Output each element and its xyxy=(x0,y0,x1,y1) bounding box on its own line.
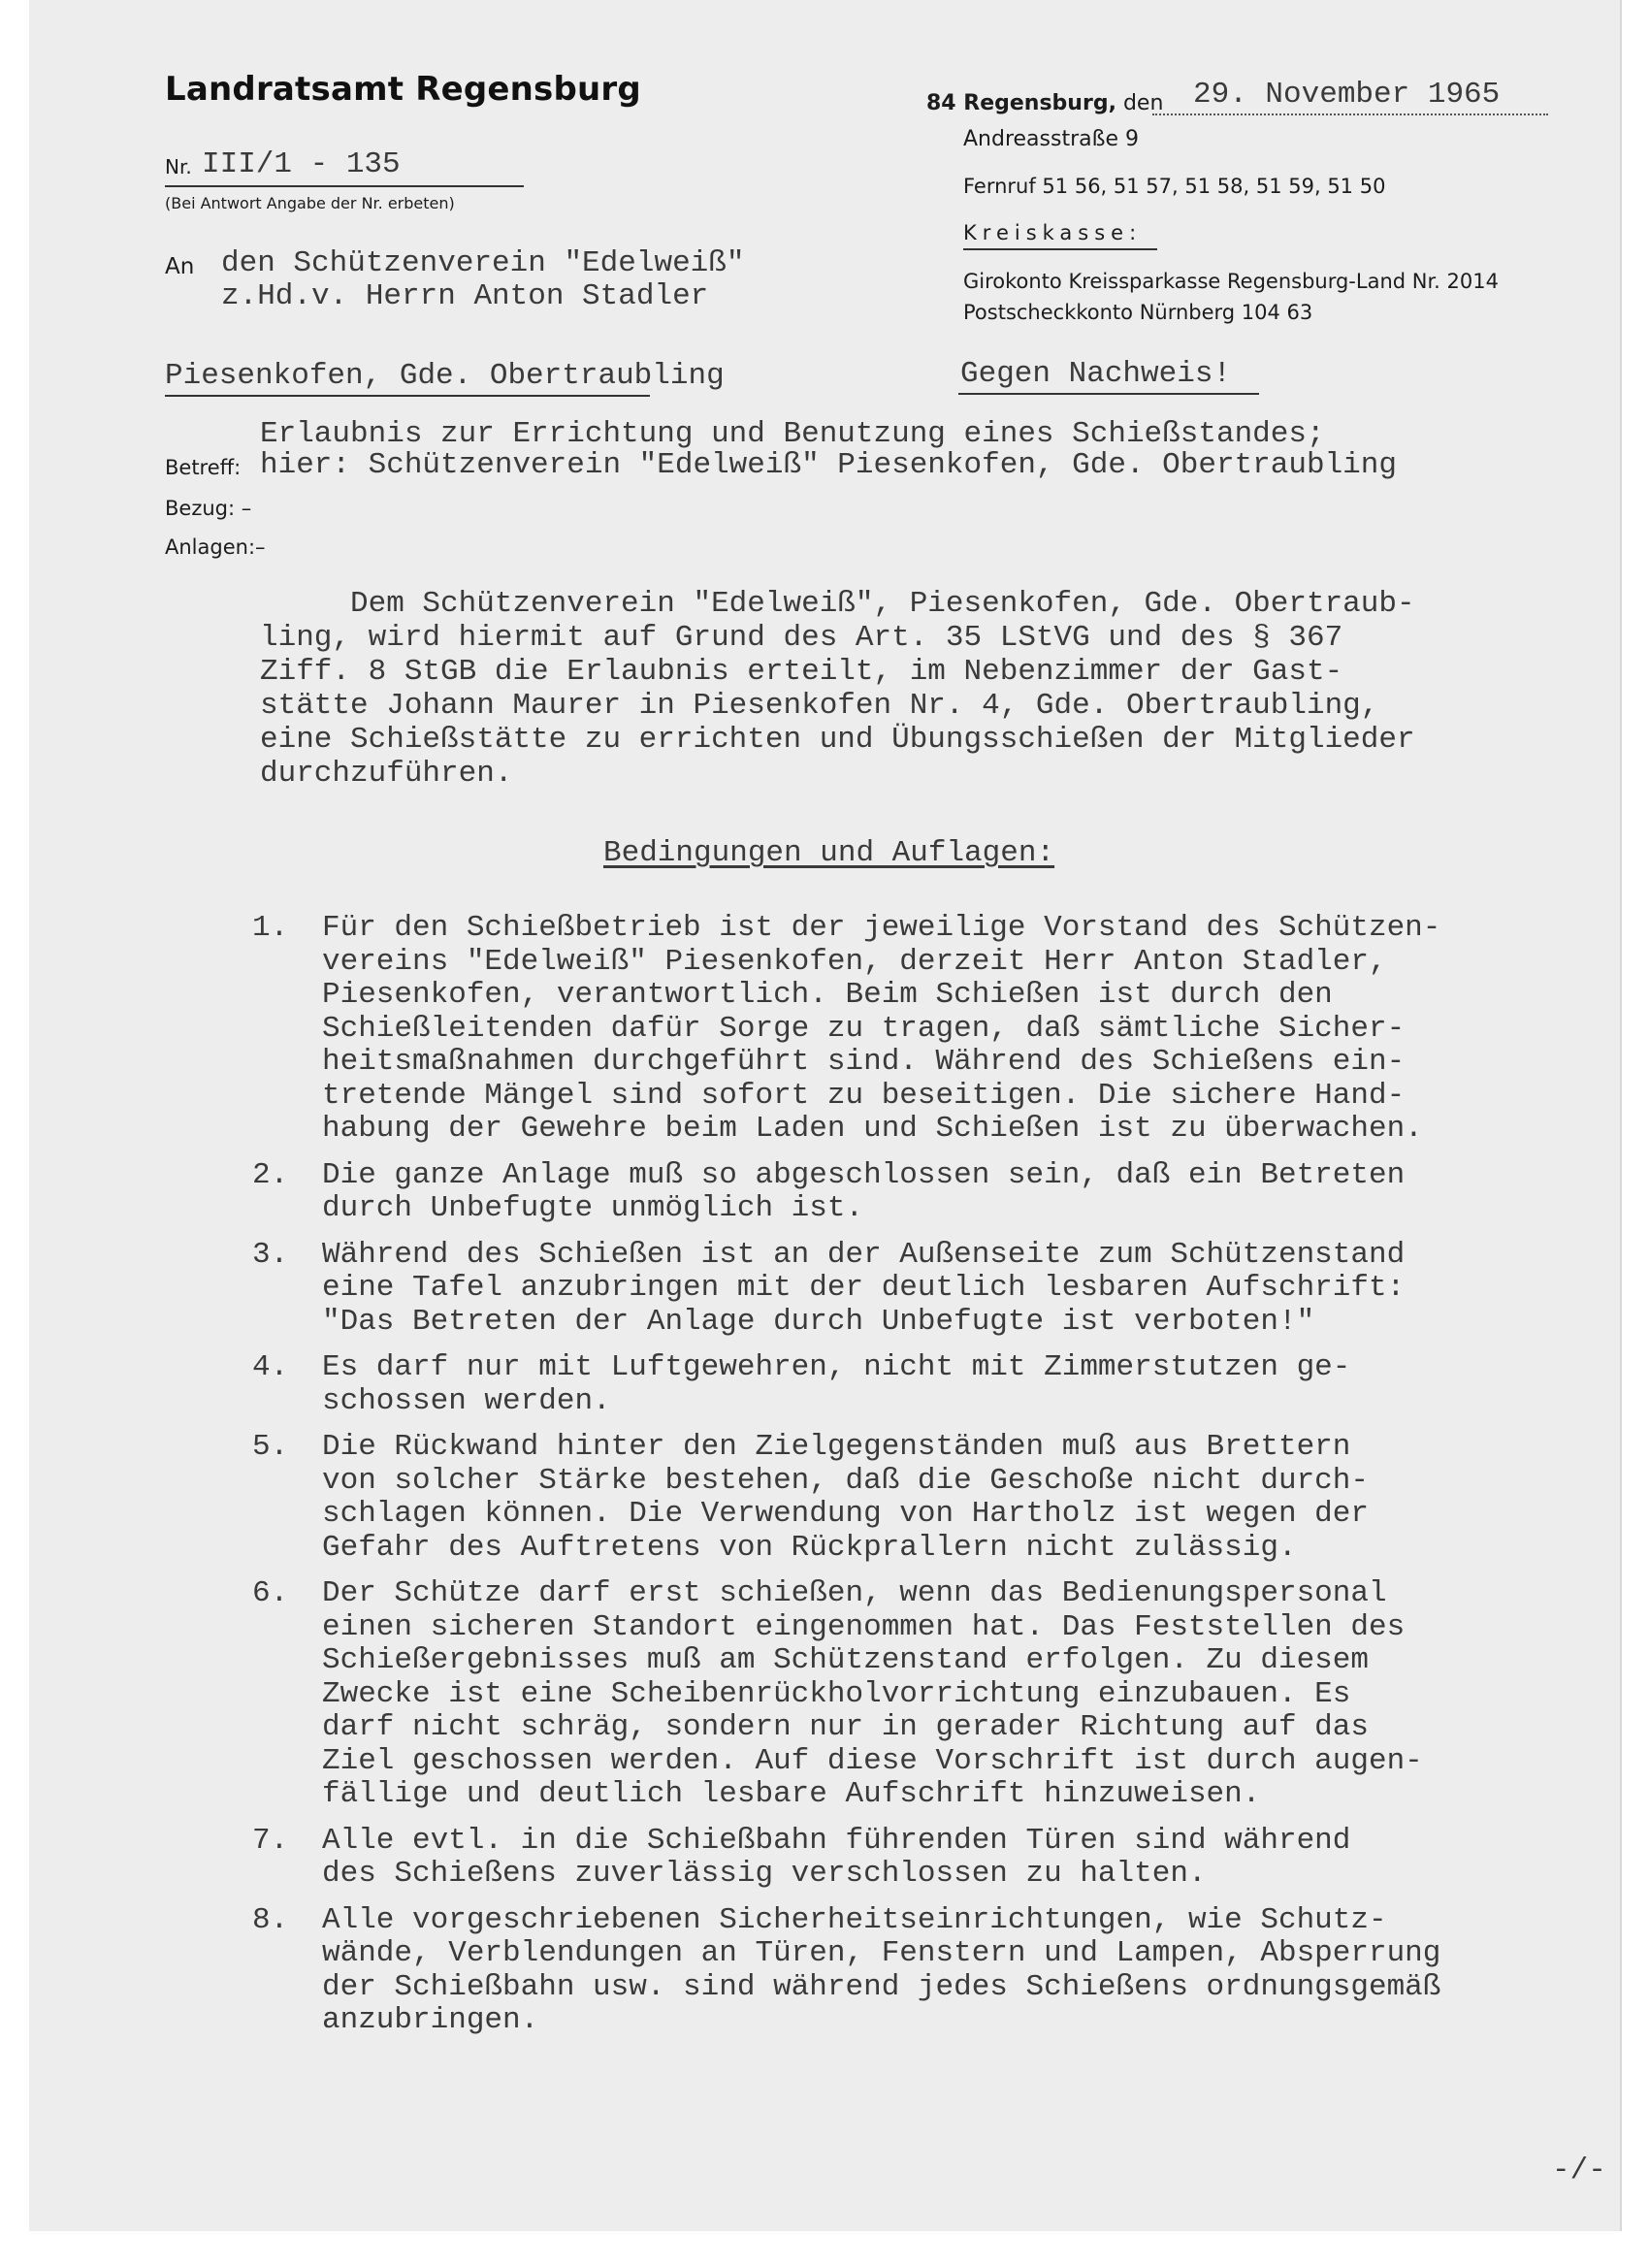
condition-number: 4. xyxy=(252,1350,289,1384)
condition-item xyxy=(252,1431,1591,1565)
condition-text: Der Schütze darf erst schießen, wenn das Bedienungspersonal einen sicheren Standort eingenommen hat. Das Feststellen des Schießergebnisses muß am Schützenstand erfolgen. Zu diesem Zwecke ist eine Scheibenrückholvorrichtung einzubauen. Es darf nicht schräg, sondern nur in gerader Richtung auf das Ziel geschossen werden. Auf diese Vorschrift ist durch augen- fällige und deutlich lesbare Aufschrift hinzuweisen. xyxy=(322,1576,1423,1811)
phone-numbers: Fernruf 51 56, 51 57, 51 58, 51 59, 51 50 xyxy=(963,175,1386,198)
condition-text: Die ganze Anlage muß so abgeschlossen sein, daß ein Betreten durch Unbefugte unmöglich ist. xyxy=(322,1157,1406,1225)
condition-item xyxy=(252,912,1591,1147)
condition-text: Für den Schießbetrieb ist der jeweilige Vorstand des Schützen- vereins "Edelweiß" Piesenkofen, derzeit Herr Anton Stadler, Piesenkofen, verantwortlich. Beim Schießen ist durch den Schießleitenden dafür Sorge zu tragen, daß sämtliche Sicher- heitsmaßnahmen durchgeführt sind. Während des Schießens ein- tretende Mängel sind sofort zu beseitigen. Die sichere Hand- habung der Gewehre beim Laden und Schießen ist zu überwachen. xyxy=(322,911,1441,1146)
condition-item xyxy=(252,1159,1591,1226)
condition-item xyxy=(252,1351,1591,1418)
street-address: Andreasstraße 9 xyxy=(963,127,1139,151)
reference-number-hint: (Bei Antwort Angabe der Nr. erbeten) xyxy=(165,194,455,212)
condition-text: Alle vorgeschriebenen Sicherheitseinrichtungen, wie Schutz- wände, Verblendungen an Türen, Fenstern und Lampen, Absperrung der Schießbahn usw. sind während jedes Schießens ordnungsgemäß anzubringen. xyxy=(322,1902,1441,2037)
reference-number-underline xyxy=(165,185,524,187)
condition-item xyxy=(252,1825,1591,1892)
delivery-note-underline xyxy=(958,393,1259,395)
condition-number: 3. xyxy=(252,1237,289,1272)
continued-mark: -/- xyxy=(1552,2154,1606,2187)
city-den: den xyxy=(1122,91,1164,115)
attachments-label: Anlagen:– xyxy=(165,535,266,559)
kreiskasse-underline xyxy=(963,248,1157,250)
kreiskasse-title: Kreiskasse: xyxy=(963,221,1143,244)
condition-number: 5. xyxy=(252,1430,289,1464)
condition-number: 1. xyxy=(252,911,289,945)
condition-text: Es darf nur mit Luftgewehren, nicht mit Zimmerstutzen ge- schossen werden. xyxy=(322,1350,1351,1418)
condition-text: Während des Schießen ist an der Außenseite zum Schützenstand eine Tafel anzubringen mit der deutlich lesbaren Aufschrift: "Das Betreten der Anlage durch Unbefugte ist verboten!" xyxy=(322,1237,1406,1339)
reference-number: III/1 - 135 xyxy=(202,147,401,181)
letter-page xyxy=(29,0,1622,2231)
condition-item xyxy=(252,1577,1591,1812)
city-name: 84 Regensburg, xyxy=(926,91,1116,115)
recipient-line-1: den Schützenverein "Edelweiß" xyxy=(221,246,745,280)
date-dotted-line xyxy=(1152,113,1548,115)
letter-date: 29. November 1965 xyxy=(1193,78,1501,112)
condition-text: Alle evtl. in die Schießbahn führenden Türen sind während des Schießens zuverlässig verschlossen zu halten. xyxy=(322,1823,1351,1891)
reference-number-label: Nr. xyxy=(165,155,192,178)
condition-item xyxy=(252,1904,1591,2038)
recipient-place: Piesenkofen, Gde. Obertraubling xyxy=(165,359,725,393)
subject-label: Betreff: xyxy=(165,456,242,479)
recipient-line-2: z.Hd.v. Herrn Anton Stadler xyxy=(221,279,709,313)
agency-name: Landratsamt Regensburg xyxy=(165,70,641,109)
condition-item xyxy=(252,1239,1591,1340)
subject-line-2: hier: Schützenverein "Edelweiß" Piesenkofen, Gde. Obertraubling xyxy=(260,448,1397,482)
delivery-note: Gegen Nachweis! xyxy=(960,357,1232,391)
condition-number: 6. xyxy=(252,1576,289,1610)
recipient-label: An xyxy=(165,254,195,279)
intro-paragraph: Dem Schützenverein "Edelweiß", Piesenkofen, Gde. Obertraub- ling, wird hiermit auf Grund des Art. 35 LStVG und des § 367 Ziff. 8 StGB die Erlaubnis erteilt, im Nebenzimmer der Gast- stätte Johann Maurer in Piesenkofen Nr. 4, Gde. Obertraubling, eine Schießstätte zu errichten und Übungsschießen der Mitglieder durchzuführen. xyxy=(260,587,1415,791)
postscheckkonto: Postscheckkonto Nürnberg 104 63 xyxy=(963,301,1313,324)
condition-text: Die Rückwand hinter den Zielgegenständen muß aus Brettern von solcher Stärke bestehen, daß die Geschoße nicht durch- schlagen können. Die Verwendung von Hartholz ist wegen der Gefahr des Auftretens von Rückprallern nicht zulässig. xyxy=(322,1430,1369,1565)
subject-line-1: Erlaubnis zur Errichtung und Benutzung eines Schießstandes; xyxy=(260,417,1325,451)
girokonto: Girokonto Kreissparkasse Regensburg-Land Nr. 2014 xyxy=(963,270,1499,293)
condition-number: 7. xyxy=(252,1823,289,1858)
recipient-place-underline xyxy=(165,395,650,397)
conditions-list xyxy=(252,912,1591,2051)
condition-number: 8. xyxy=(252,1902,289,1937)
condition-number: 2. xyxy=(252,1157,289,1192)
city-line xyxy=(926,91,1163,115)
conditions-heading: Bedingungen und Auflagen: xyxy=(603,836,1055,870)
reference-label: Bezug: – xyxy=(165,497,252,520)
